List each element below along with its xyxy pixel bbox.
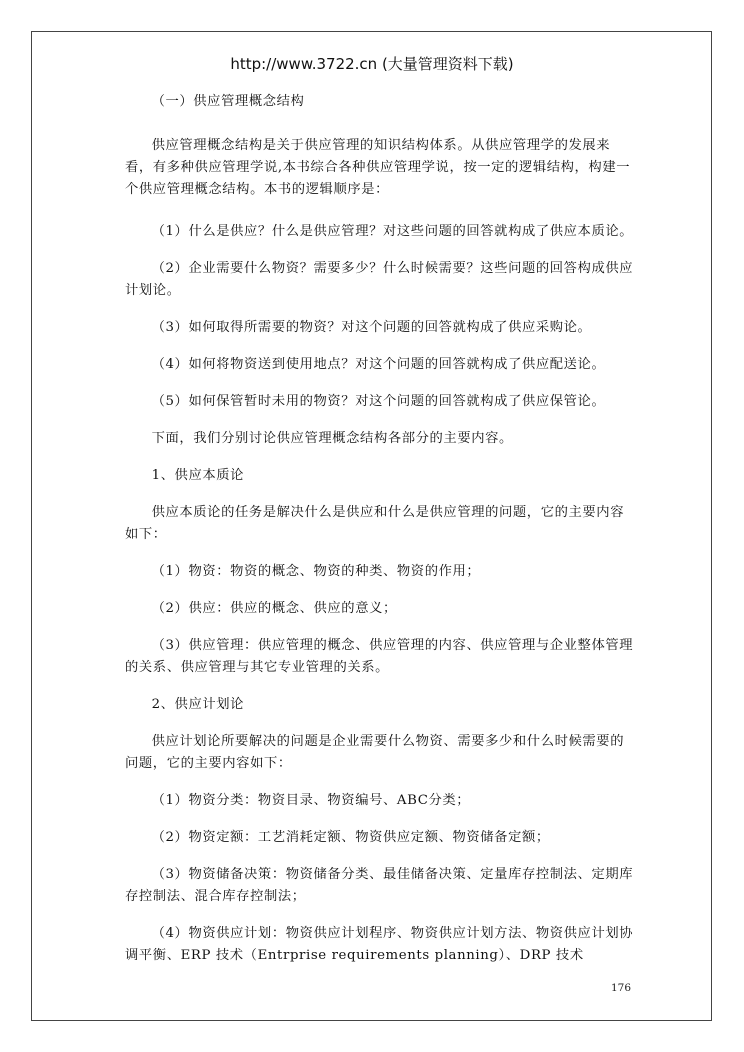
header-url: http://www.3722.cn (大量管理资料下载)	[230, 55, 514, 73]
page-number: 176	[610, 982, 631, 994]
subsection-heading-1: 1、供应本质论	[151, 468, 245, 483]
question-4: （4）如何将物资送到使用地点？对这个问题的回答就构成了供应配送论。	[151, 357, 606, 372]
subsection-heading-2: 2、供应计划论	[151, 697, 245, 712]
question-2: （2）企业需要什么物资？需要多少？什么时候需要？这些问题的回答构成供应计划论。	[125, 261, 634, 298]
subsection-1-item-2: （2）供应：供应的概念、供应的意义；	[151, 601, 397, 616]
subsection-2-item-3: （3）物资储备决策：物资储备分类、最佳储备决策、定量库存控制法、定期库存控制法、混合库存控制法；	[125, 867, 634, 904]
intro-paragraph: 供应管理概念结构是关于供应管理的知识结构体系。从供应管理学的发展来看，有多种供应管理学说,本书综合各种供应管理学说，按一定的逻辑结构，构建一个供应管理概念结构。本书的逻辑顺序是：	[125, 138, 631, 197]
subsection-1-item-1: （1）物资：物资的概念、物资的种类、物资的作用；	[151, 564, 481, 579]
document-body	[125, 91, 635, 967]
subsection-1-intro: 供应本质论的任务是解决什么是供应和什么是供应管理的问题，它的主要内容如下：	[125, 505, 625, 542]
question-1: （1）什么是供应？什么是供应管理？对这些问题的回答就构成了供应本质论。	[151, 224, 634, 239]
subsection-2-item-1: （1）物资分类：物资目录、物资编号、ABC分类；	[151, 793, 471, 808]
subsection-1-item-3: （3）供应管理：供应管理的概念、供应管理的内容、供应管理与企业整体管理的关系、供应管理与其它专业管理的关系。	[125, 638, 634, 675]
subsection-2-intro: 供应计划论所要解决的问题是企业需要什么物资、需要多少和什么时候需要的问题，它的主要内容如下：	[125, 734, 625, 771]
section-heading: （一）供应管理概念结构	[151, 94, 305, 109]
transition-paragraph: 下面，我们分别讨论供应管理概念结构各部分的主要内容。	[151, 431, 513, 446]
subsection-2-item-2: （2）物资定额：工艺消耗定额、物资供应定额、物资储备定额；	[151, 830, 550, 845]
question-5: （5）如何保管暂时未用的物资？对这个问题的回答就构成了供应保管论。	[151, 394, 606, 409]
question-3: （3）如何取得所需要的物资？对这个问题的回答就构成了供应采购论。	[151, 320, 592, 335]
subsection-2-item-4: （4）物资供应计划：物资供应计划程序、物资供应计划方法、物资供应计划协调平衡、ERP 技术（Entrprise requirements planning）、DRP 技术	[125, 926, 634, 963]
